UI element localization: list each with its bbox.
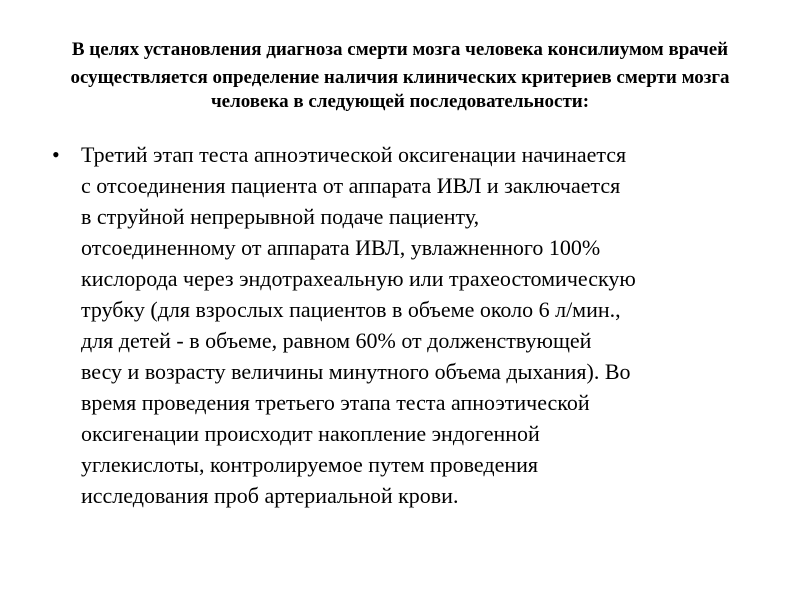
slide-title-line-2: осуществляется определение наличия клинических критериев смерти мозга [70, 67, 730, 88]
slide-title-line-1: В целях установления диагноза смерти мозга человека консилиумом врачей [71, 39, 729, 60]
body-text-line: с отсоединения пациента от аппарата ИВЛ и заключается [81, 173, 621, 198]
body-text-line: оксигенации происходит накопление эндогенной [81, 421, 540, 446]
bullet-icon: • [52, 142, 60, 167]
slide-title-line-3: человека в следующей последовательности: [210, 91, 590, 112]
body-text-line: отсоединенному от аппарата ИВЛ, увлажненного 100% [81, 235, 601, 260]
body-text-line: в струйной непрерывной подаче пациенту, [81, 204, 480, 229]
body-text-line: трубку (для взрослых пациентов в объеме около 6 л/мин., [81, 297, 621, 322]
body-text-line: весу и возрасту величины минутного объема дыхания). Во [81, 359, 631, 384]
body-text-line: Третий этап теста апноэтической оксигенации начинается [81, 142, 627, 167]
body-text-line: углекислоты, контролируемое путем проведения [81, 452, 538, 477]
body-text-line: кислорода через эндотрахеальную или трахеостомическую [81, 266, 636, 291]
body-text-line: для детей - в объеме, равном 60% от долженствующей [81, 328, 592, 353]
body-text-line: исследования проб артериальной крови. [81, 483, 459, 508]
body-text-line: время проведения третьего этапа теста апноэтической [81, 390, 590, 415]
